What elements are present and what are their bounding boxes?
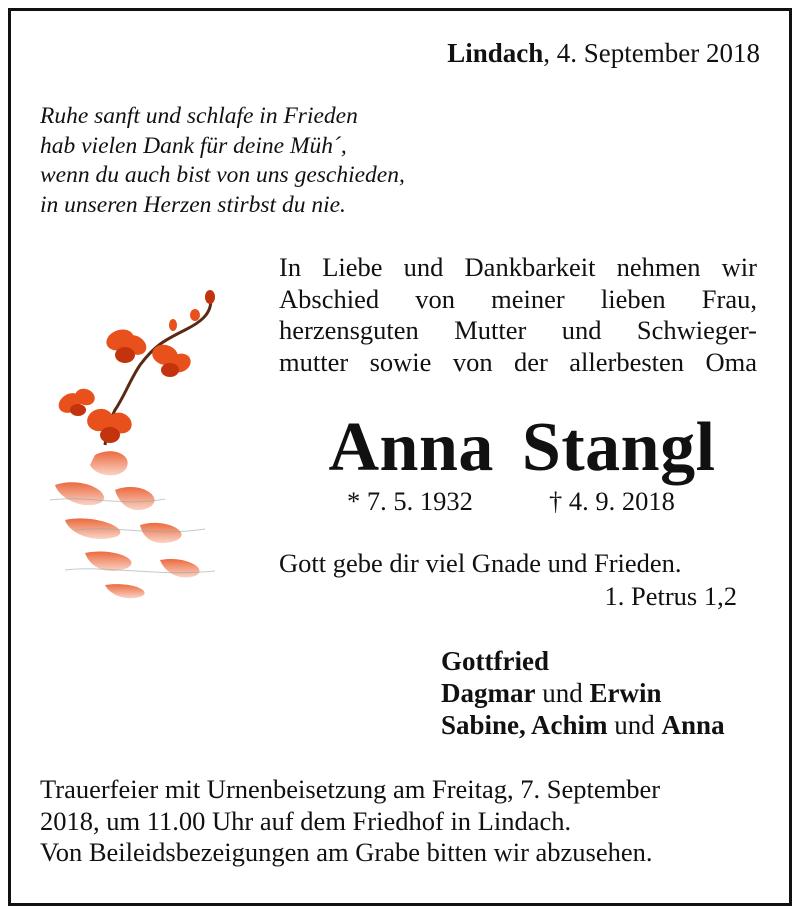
mourner-name: Sabine, Achim <box>441 710 608 740</box>
mourner-line <box>441 709 781 741</box>
death-date: † 4. 9. 2018 <box>549 486 675 516</box>
funeral-notice <box>40 774 770 869</box>
water-reflection <box>55 451 200 598</box>
intro-line: mutter sowie von der allerbesten Oma <box>279 346 757 377</box>
poem-line: in unseren Herzen stirbst du nie. <box>40 191 346 218</box>
mourner-name: Gottfried <box>441 646 549 676</box>
orchid-bud <box>205 290 215 304</box>
poem-line: Ruhe sanft und schlafe in Frieden <box>40 103 358 129</box>
place: Lindach <box>447 38 544 68</box>
notice-line: Trauerfeier mit Urnenbeisetzung am Freitag, 7. September <box>40 774 661 804</box>
date: , 4. September 2018 <box>543 38 760 68</box>
orchid-blossom <box>150 342 194 377</box>
dateline <box>447 36 760 70</box>
intro-line: herzensguten Mutter und Schwieger- <box>279 315 757 345</box>
mourner-name: Erwin <box>589 678 662 708</box>
mourner-name: Anna <box>661 710 725 740</box>
poem-line: wenn du auch bist von uns geschieden, <box>40 162 405 188</box>
orchid-bud <box>169 319 177 331</box>
intro-line: In Liebe und Dankbarkeit nehmen wir <box>279 252 757 282</box>
poem <box>40 102 500 220</box>
conjunction: und <box>535 678 590 708</box>
notice-line: Von Beileidsbezeigungen am Grabe bitten wir abzusehen. <box>40 837 653 867</box>
orchid-blossom <box>103 326 149 363</box>
first-name: Anna <box>328 409 494 486</box>
mourner-line <box>441 645 781 677</box>
notice-line: 2018, um 11.00 Uhr auf dem Friedhof in Lindach. <box>40 805 572 836</box>
orchid-blossom <box>85 406 136 443</box>
orchid-illustration <box>45 285 245 615</box>
poem-line: hab vielen Dank für deine Müh´, <box>40 132 347 159</box>
verse-reference: 1. Petrus 1,2 <box>604 581 737 611</box>
intro-text <box>279 252 757 378</box>
conjunction: und <box>607 710 662 740</box>
bible-verse <box>279 547 757 613</box>
mourners <box>441 645 781 741</box>
orchid-blossom <box>55 386 97 417</box>
mourner-name: Dagmar <box>441 678 536 708</box>
last-name: Stangl <box>521 409 716 486</box>
intro-line: Abschied von meiner lieben Frau, <box>279 283 757 314</box>
mourner-line <box>441 677 781 709</box>
verse-text: Gott gebe dir viel Gnade und Frieden. <box>279 548 682 578</box>
deceased-name <box>262 405 782 491</box>
birth-date: * 7. 5. 1932 <box>347 486 473 516</box>
orchid-bud <box>190 309 200 321</box>
water-ripple <box>50 499 215 573</box>
